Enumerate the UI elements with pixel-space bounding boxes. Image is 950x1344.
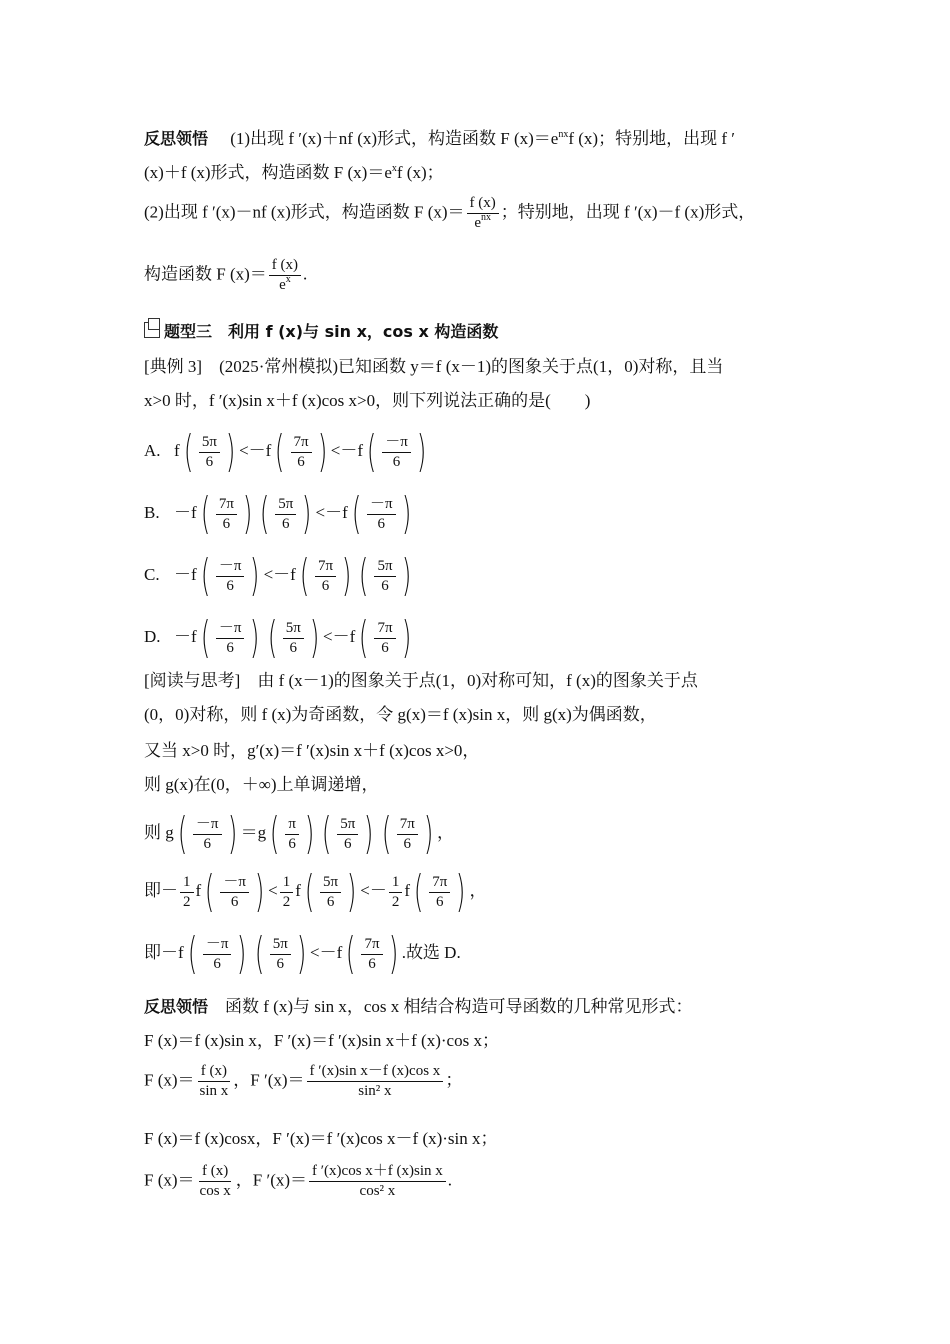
paren-group: ( $\frac{7\pi}{6}$ ): [381, 808, 434, 859]
option-c[interactable]: C. －f ( $\frac{-\pi}{6}$ ) <－f ( $\frac{7\pi}{6}$ ) ( $\frac{5\pi}{6}$ ): [144, 554, 415, 598]
fraction: $\frac{7\pi}{6}$: [216, 497, 237, 532]
fraction: $\frac{5\pi}{6}$: [270, 937, 291, 972]
reflect1-line1: [144, 130, 735, 147]
reflect2-line4: F (x)＝f (x)cosx，F ′(x)＝f ′(x)cos x－f (x)·sin x；: [144, 1129, 498, 1148]
paren-group: ( $\frac{-\pi}{6}$ ): [177, 808, 237, 859]
paren-group: ( $\frac{5\pi}{6}$ ): [267, 612, 320, 663]
fraction: $\frac{1}{2}$: [389, 875, 403, 910]
reflect1-sup2: x: [391, 163, 397, 174]
reflect1-text1: (1)出现 f ′(x)＋nf (x)形式，构造函数 F (x)＝e: [230, 129, 559, 148]
paren-group: ( $\frac{7\pi}{6}$ ): [200, 488, 253, 539]
fraction: $\frac{f (x)}{\text{cos x}}$: [199, 1163, 231, 1199]
paren-group: ( $\frac{-\pi}{6}$ ): [205, 866, 265, 917]
paren-group: ( $\frac{7\pi}{6}$ ): [275, 426, 327, 477]
fraction: $\frac{7\pi}{6}$: [374, 621, 395, 656]
fraction: $\frac{5\pi}{6}$: [337, 817, 358, 852]
paren-group: ( $\frac{7\pi}{6}$ ): [413, 866, 466, 917]
reflect2-line5: F (x)＝ $\frac{f (x)}{\text{cos x}}$ ，F ′(x)＝ $\frac{\text{f ′(x)cos x＋f (x)sin x}}{\text{cos² x}}$ .: [144, 1163, 453, 1199]
paren-group: ( $\frac{5\pi}{6}$ ): [183, 426, 236, 477]
fraction: $\frac{-\pi}{6}$: [203, 937, 232, 972]
paren-group: ( $\frac{\pi}{6}$ ): [270, 808, 315, 859]
reflect1-line2: [144, 164, 444, 181]
fraction: $\frac{1}{2}$: [180, 875, 194, 910]
reflect1-text3-end: ；特别地，出现 f ′(x)－f (x)形式，: [500, 202, 756, 222]
reflect2-line2: F (x)＝f (x)sin x，F ′(x)＝f ′(x)sin x＋f (x)·cos x；: [144, 1031, 499, 1050]
fraction: $\frac{-\pi}{6}$: [367, 497, 396, 532]
paren-group: ( $\frac{7\pi}{6}$ ): [359, 612, 411, 663]
fraction: $\frac{\pi}{6}$: [285, 817, 299, 852]
reflect1-text2: (x)＋f (x)形式，构造函数 F (x)＝e: [144, 163, 392, 182]
section-title: 题型三 利用 f (x)与 sin x，cos x 构造函数: [144, 322, 498, 340]
analysis-line5: 则 g ( $\frac{-\pi}{6}$ ) ＝g ( $\frac{\pi}{6}$ ) ( $\frac{5\pi}{6}$ ) ( $\frac{7\pi}{6}$ ) ，: [144, 808, 454, 859]
paren-group: ( $\frac{7\pi}{6}$ ): [299, 550, 352, 601]
example-line1: [典例 3] (2025·常州模拟)已知函数 y＝f (x－1)的图象关于点(1，0)对称，且当: [144, 357, 724, 376]
analysis-line7: 即－f ( $\frac{-\pi}{6}$ ) ( $\frac{5\pi}{6}$ ) <－f ( $\frac{7\pi}{6}$ ) .故选 D.: [144, 928, 461, 979]
fraction: $\frac{-\pi}{6}$: [382, 435, 411, 470]
fraction: $\frac{-\pi}{6}$: [193, 817, 222, 852]
paren-group: ( $\frac{5\pi}{6}$ ): [254, 928, 307, 979]
fraction: $\frac{7\pi}{6}$: [315, 559, 336, 594]
analysis-line3: 又当 x>0 时，g′(x)＝f ′(x)sin x＋f (x)cos x>0，: [144, 741, 480, 760]
analysis-line1: [阅读与思考] 由 f (x－1)的图象关于点(1，0)对称可知，f (x)的图象关于点: [144, 671, 698, 690]
paren-group: ( $\frac{-\pi}{6}$ ): [351, 488, 411, 539]
reflect2-text1: 函数 f (x)与 sin x，cos x 相结合构造可导函数的几种常见形式：: [208, 997, 693, 1016]
fraction: $\frac{\text{f ′(x)sin x－f (x)cos x}}{\text{sin² x}}$: [307, 1064, 444, 1099]
analysis-line4: 则 g(x)在(0，＋∞)上单调递增，: [144, 775, 379, 794]
paren-group: ( $\frac{5\pi}{6}$ ): [321, 808, 374, 859]
reflect1-text3: (2)出现 f ′(x)－nf (x)形式，构造函数 F (x)＝: [144, 202, 465, 222]
fraction: $\frac{7\pi}{6}$: [361, 937, 382, 972]
reflect1-text2-end: f (x)；: [396, 163, 444, 182]
reflect1-heading: 反思领悟: [144, 129, 209, 148]
reflect2-line1: [144, 998, 693, 1015]
analysis-line6: 即－ $\frac{1}{2}$ f ( $\frac{-\pi}{6}$ ) < $\frac{1}{2}$ f ( $\frac{5\pi}{6}$ ) <－ $\frac{1}{2}$ f ( $\frac{7\pi}{6}$ ) ，: [144, 866, 487, 917]
paren-group: ( $\frac{5\pi}{6}$ ): [304, 866, 357, 917]
analysis-line2: (0，0)对称，则 f (x)为奇函数，令 g(x)＝f (x)sin x，则 g(x)为偶函数，: [144, 705, 657, 724]
paren-group: ( $\frac{7\pi}{6}$ ): [346, 928, 398, 979]
reflect1-sup1: nx: [558, 129, 569, 140]
section-icon: [144, 322, 160, 338]
fraction: $\frac{5\pi}{6}$: [199, 435, 220, 470]
fraction: $\frac{7\pi}{6}$: [397, 817, 418, 852]
paren-group: ( $\frac{-\pi}{6}$ ): [200, 550, 260, 601]
fraction: $\frac{-\pi}{6}$: [220, 875, 249, 910]
fraction: $\frac{5\pi}{6}$: [283, 621, 304, 656]
fraction: $\frac{f (x)}{e^x}$: [269, 258, 301, 293]
reflect1-text1-end: f (x)；特别地，出现 f ′: [568, 129, 735, 148]
fraction: $\frac{5\pi}{6}$: [320, 875, 341, 910]
option-b[interactable]: B. －f ( $\frac{7\pi}{6}$ ) ( $\frac{5\pi}{6}$ ) <－f ( $\frac{-\pi}{6}$ ): [144, 492, 415, 536]
reflect1-text4: 构造函数 F (x)＝: [144, 264, 267, 284]
fraction: $\frac{7\pi}{6}$: [291, 435, 312, 470]
fraction: $\frac{-\pi}{6}$: [216, 559, 245, 594]
paren-group: ( $\frac{-\pi}{6}$ ): [200, 612, 260, 663]
fraction: $\frac{f (x)}{\text{sin x}}$: [199, 1063, 229, 1099]
paren-group: ( $\frac{-\pi}{6}$ ): [187, 928, 247, 979]
option-a[interactable]: A. f ( $\frac{5\pi}{6}$ ) <－f ( $\frac{7\pi}{6}$ ) <－f ( $\frac{-\pi}{6}$ ): [144, 430, 430, 474]
paren-group: ( $\frac{-\pi}{6}$ ): [366, 426, 427, 477]
fraction: $\frac{-\pi}{6}$: [216, 621, 245, 656]
reflect2-heading: 反思领悟: [144, 997, 209, 1016]
fraction: $\frac{\text{f ′(x)cos x＋f (x)sin x}}{\text{cos² x}}$: [309, 1164, 446, 1199]
reflect1-line4: 构造函数 F (x)＝ $\frac{f (x)}{e^x}$ .: [144, 257, 308, 293]
fraction: $\frac{1}{2}$: [280, 875, 294, 910]
paren-group: ( $\frac{5\pi}{6}$ ): [359, 550, 411, 601]
option-d[interactable]: D. －f ( $\frac{-\pi}{6}$ ) ( $\frac{5\pi}{6}$ ) <－f ( $\frac{7\pi}{6}$ ): [144, 616, 415, 660]
fraction: $\frac{7\pi}{6}$: [429, 875, 450, 910]
fraction: $\frac{5\pi}{6}$: [275, 497, 296, 532]
example-line2: x>0 时，f ′(x)sin x＋f (x)cos x>0，则下列说法正确的是( ): [144, 391, 591, 410]
paren-group: ( $\frac{5\pi}{6}$ ): [259, 488, 312, 539]
reflect1-line3: [144, 196, 755, 231]
fraction: $\frac{5\pi}{6}$: [374, 559, 395, 594]
fraction: $\frac{f (x)}{e^{nx}}$: [467, 196, 499, 231]
reflect2-line3: F (x)＝ $\frac{f (x)}{\text{sin x}}$ ，F ′(x)＝ $\frac{\text{f ′(x)sin x－f (x)cos x}}{\text{sin² x}}$ ；: [144, 1063, 463, 1099]
